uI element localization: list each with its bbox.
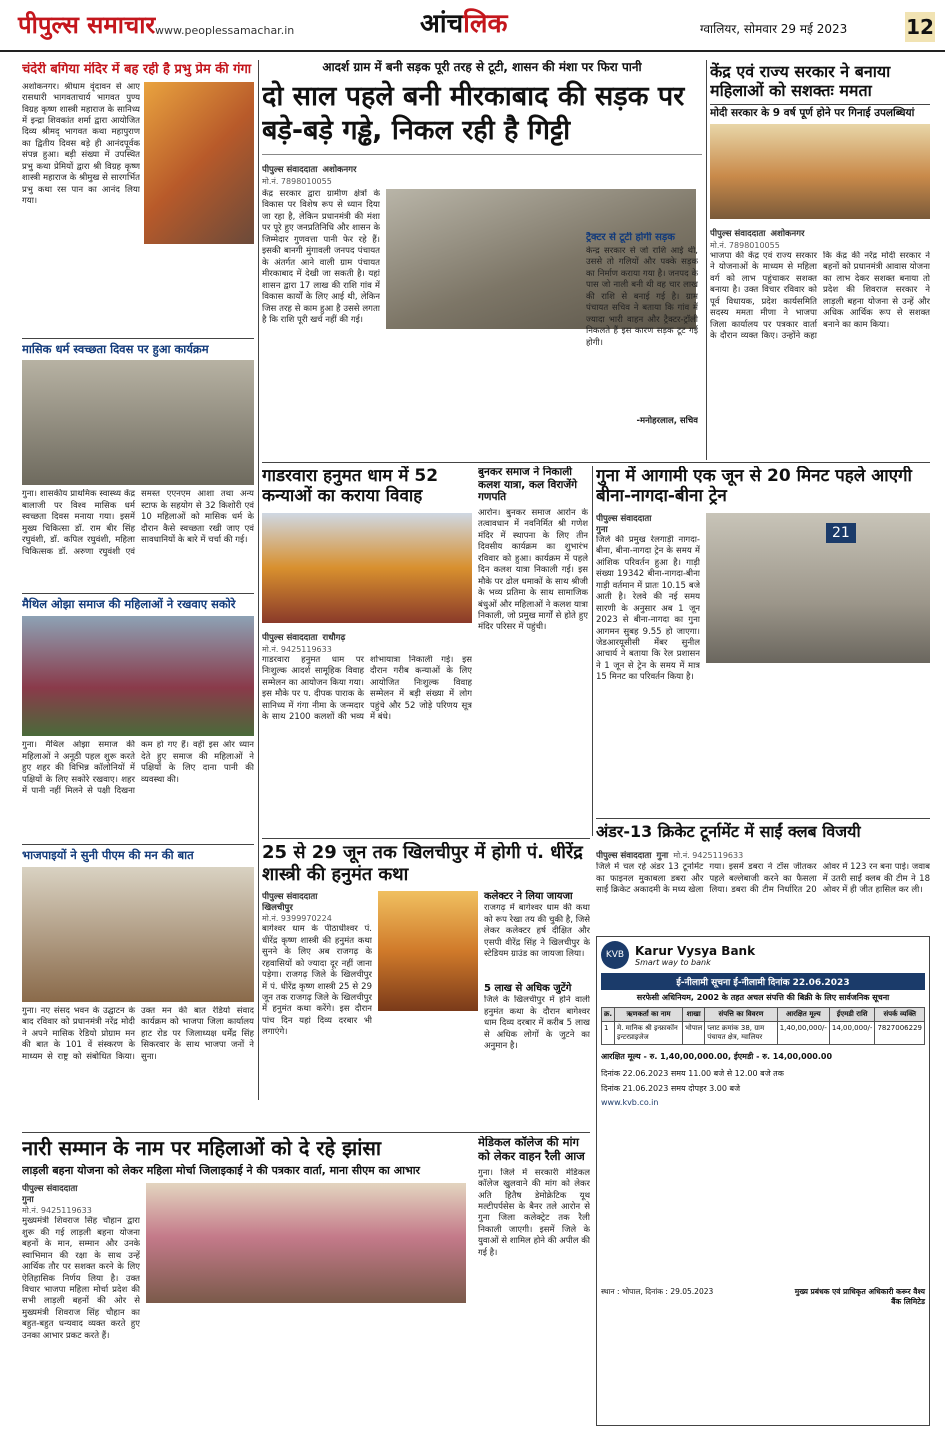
- right-top-story: [710, 62, 930, 457]
- table-cell: प्लाट क्रमांक 38, ग्राम पंचायत क्षेत्र, ग्वालियर: [705, 1022, 777, 1045]
- medical-headline: मेडिकल कॉलेज की मांग को लेकर वाहन रैली आज: [478, 1136, 585, 1163]
- lead-kicker: आदर्श ग्राम में बनी सड़क पूरी तरह से टूटी, शासन की मंशा पर फिरा पानी: [322, 60, 642, 74]
- ad-footer: स्थान : भोपाल, दिनांक : 29.05.2023: [601, 1287, 714, 1296]
- row-divider: [262, 838, 590, 839]
- wedding-byline: पीपुल्स संवाददाता: [262, 632, 318, 643]
- nari-place: गुना: [22, 1195, 34, 1206]
- auction-table-header: [602, 1008, 925, 1022]
- bank-logo-icon: KVB: [601, 941, 629, 969]
- cricket-byline: पीपुल्स संवाददाता: [596, 851, 652, 862]
- auction-time: दिनांक 22.06.2023 समय 11.00 बजे से 12.00 बजे तक: [601, 1069, 784, 1078]
- notice-subtitle: सरफेसी अधिनियम, 2002 के तहत अचल संपत्ति की बिक्री के लिए सार्वजनिक सूचना: [636, 993, 890, 1002]
- col-header: संपत्ति का विवरण: [705, 1008, 777, 1022]
- katha-headline: 25 से 29 जून तक खिलचीपुर में होगी पं. धीरेंद्र शास्त्री की हनुमंत कथा: [262, 842, 583, 885]
- katha-place: खिलचीपुर: [262, 903, 293, 914]
- platform-sign: 21: [826, 523, 856, 543]
- right-top-byline: पीपुल्स संवाददाता: [710, 228, 766, 239]
- story2-photo: [22, 360, 254, 485]
- right-top-place: अशोकनगर: [770, 228, 805, 239]
- dateline: ग्वालियर, सोमवार 29 मई 2023: [700, 22, 848, 36]
- bunkar-headline: बुनकर समाज ने निकाली कलश यात्रा, कल विराजेंगे गणपति: [478, 466, 578, 504]
- collector-headline: कलेक्टर ने लिया जायजा: [484, 891, 573, 903]
- col-header: आरक्षित मूल्य: [777, 1008, 829, 1022]
- tractor-signoff: -मनोहरलाल, सचिव: [636, 416, 698, 426]
- bunkar-story: [478, 466, 588, 836]
- wedding-place: राधौगढ़: [322, 632, 346, 643]
- bank-tagline: Smart way to bank: [635, 957, 711, 967]
- right-top-photo: [710, 124, 930, 219]
- right-top-subhead: मोदी सरकार के 9 वर्ष पूर्ण होने पर गिनाई उपलब्धियां: [710, 104, 930, 120]
- nari-text: मुख्यमंत्री शिवराज सिंह चौहान द्वारा शुरू की गई लाड़ली बहना योजना बहनों के मान, सम्मान और उनके स्वाभिमान की रक्षा के साथ उन्हें आर्थिक तौर पर सशक्त करने के लिए ऐतिहासिक निर्णय लिया है। उक्त विचार भाजपा महिला मोर्चा प्रदेश की सभी लाड़ली बहनों की ओर से मुख्यमंत्री शिवराज सिंह चौहान का बहुत-बहुत धन्यवाद व्यक्त करते हुए उनका आभार प्रकट करते हैं।: [22, 1216, 140, 1341]
- cricket-headline: अंडर-13 क्रिकेट टूर्नामेंट में साईं क्लब विजयी: [596, 822, 861, 841]
- tractor-text: केन्द्र सरकार से जो राशि आई थी, उससे तो गलियों और पक्के सड़क का निर्माण कराया गया है। जनपद के पास जो नाली बनी थी वह चार लाख की राशि से बनाई गई है। ग्राम पंचायत सचिव ने बताया कि गांव में ज्यादा भारी वाहन और ट्रैक्टर-ट्रॉली निकलते हैं इस कारण सड़क टूट गई होगी।: [586, 246, 698, 348]
- divider: [22, 593, 254, 594]
- nari-mobile: मो.नं. 9425119633: [22, 1206, 92, 1216]
- col-header: शाखा: [683, 1008, 705, 1022]
- notice-title: ई-नीलामी सूचना ई-नीलामी दिनांक 22.06.2023: [601, 973, 925, 990]
- nari-story: [22, 1136, 472, 1436]
- inspection-time: दिनांक 21.06.2023 समय दोपहर 3.00 बजे: [601, 1084, 741, 1093]
- column-divider: [592, 466, 593, 836]
- right-top-text: भाजपा की केंद्र एवं राज्य सरकार ने योजनाओं के माध्यम से महिला वर्ग को लाभ पहुंचाकर सशक्त बनाया है। उक्त विचार रविवार को पूर्व विधायक, प्रदेश कार्यसमिति सदस्य ममता मीणा ने भाजपा जिला कार्यालय पर पत्रकार वार्ता के दौरान व्यक्त किए। उन्होंने कहा कि केंद्र की नरेंद्र मोदी सरकार ने बहनों को प्रधानमंत्री आवास योजना का लाभ देकर सशक्त बनाया तो प्रदेश की शिवराज सरकार ने लाड़ली बहना योजना से उन्हें और अधिक आर्थिक रूप से सशक्त बनाने का काम किया।: [710, 250, 930, 342]
- row-divider: [262, 462, 930, 463]
- website-url[interactable]: www.peoplessamachar.in: [155, 24, 295, 37]
- bunkar-text: आरोन। बुनकर समाज आरोन के तत्वावधान में नवनिर्मित श्री गणेश मंदिर में स्थापना के लिए तीन दिवसीय कार्यक्रम का शुभारंभ रविवार को हुआ। कार्यक्रम में पहले दिन कलश यात्रा निकाली गई। इस मौके पर ढोल धमाकों के साथ श्रीजी के भव्य प्रतिमा के साथ सामाजिक बंधुओं और महिलाओं ने कलश यात्रा निकाली, जो प्रमुख मार्गों से होते हुए मंदिर परिसर में पहुंची।: [478, 507, 588, 633]
- nari-photo: [146, 1183, 466, 1303]
- lead-text: केंद्र सरकार द्वारा ग्रामीण क्षेत्रों के विकास पर विशेष रूप से ध्यान दिया जा रहा है, लेकिन प्रधानमंत्री की मंशा पर पूरे हुए जनप्रतिनिधि और शासन के जिम्मेदार गुणवत्ता पानी फेर रहे हैं। इसकी बानगी मुंगावली जनपद पंचायत के अंतर्गत आने वाली ग्राम पंचायत मीरकाबाद में देखी जा सकती है। यहां शासन द्वारा 17 लाख की राशि गांव में विकास कार्यों के लिए आई थी, लेकिन जिस तरह से काम हुआ है उससे लगता है कि राशि पूरी खर्च नहीं की गई।: [262, 188, 380, 326]
- column-divider: [706, 60, 707, 460]
- story3-headline: मैथिल ओझा समाज की महिलाओं ने रखवाए सकोरे: [22, 597, 236, 612]
- train-story: [596, 466, 930, 816]
- col-header: संपर्क व्यक्ति: [875, 1008, 925, 1022]
- katha-story: [262, 842, 590, 1132]
- wedding-photo: [262, 513, 472, 623]
- wedding-story: [262, 466, 472, 836]
- divider: [22, 844, 254, 845]
- divider: [22, 338, 254, 339]
- table-cell: 14,00,000/-: [829, 1022, 875, 1045]
- ad-officer: मुख्य प्रबंधक एवं प्राधिकृत अधिकारी करूर वैश्य बैंक लिमिटेड: [794, 1287, 925, 1306]
- story3-text: गुना। मैथिल ओझा समाज की महिलाओं ने अनूठी पहल शुरू करते हुए शहर की विभिन्न कॉलोनियों में पक्षियों के लिए सकोरे रखवाए। शहर में पानी नहीं मिलने से पक्षी दिखना कम हो गए हैं। वहीं इस ओर ध्यान देते हुए समाज की महिलाओं ने पक्षियों के लिए दाना पानी की व्यवस्था की।: [22, 740, 254, 797]
- left-column: [22, 62, 254, 1102]
- newspaper-brand: [18, 8, 155, 41]
- crowd-text: जिले के खिलचीपुर में होने वाली हनुमंत कथा के दौरान बागेश्वर धाम दिव्य दरबार में करीब 5 लाख से अधिक लोगों के जुटने का अनुमान है।: [484, 995, 590, 1052]
- train-photo: [706, 513, 930, 663]
- table-cell: भोपाल: [683, 1022, 705, 1045]
- wedding-text: गाडरवारा हनुमत धाम पर निःशुल्क आदर्श सामूहिक विवाह सम्मेलन का आयोजन किया गया। इस मौके पर प. दीपक पाराक के सानिध्य में गंगा नीमा के जन्मदार के साथ 2100 कलशों की भव्य शोभायात्रा निकाली गई। इस दौरान गरीब कन्याओं के लिए आयोजित निःशुल्क विवाह सम्मेलन में बड़ी संख्या में लोग पहुंचे और 52 जोड़े परिणय सूत्र में बंधे।: [262, 654, 472, 723]
- katha-photo: [378, 891, 478, 1011]
- katha-text: बागेश्वर धाम के पीठाधीश्वर पं. धीरेंद्र कृष्ण शास्त्री की हनुमंत कथा सुनने के लिए अब राजगढ़ के रहवासियों को ज्यादा दूर नहीं जाना पड़ेगा। राजगढ़ जिले के खिलचीपुर में पं. धीरेंद्र कृष्ण शास्त्री 25 से 29 जून तक राजगढ़ जिले के खिलचीपुर में हनुमंत कथा करेंगे। इस दौरान पांच दिन यहां दिव्य दरबार भी लगाएंगे।: [262, 924, 372, 1038]
- tractor-box: [586, 232, 698, 442]
- train-text: जिले की प्रमुख रेलगाड़ी नागदा-बीना, बीना-नागदा ट्रेन के समय में आंशिक परिवर्तन हुआ है। गाड़ी संख्या 19342 बीना-नागदा-बीना गाड़ी वर्तमान में प्रातः 10.15 बजे आती है। रेलवे की नई समय सारणी के अनुसार अब 1 जून 2023 से बीना-नागदा का गुना आगमन सुबह 9.55 हो जाएगा। जेडआरयूसीसी मेंबर सुनील आचार्य ने बताया कि रेल प्रशासन ने 1 जून से ट्रेन के समय में मात्र 15 मिनट का परिवर्तन किया है।: [596, 534, 700, 683]
- page-number: 12: [905, 12, 935, 42]
- lead-mobile: मो.नं. 7898010055: [262, 176, 332, 186]
- cricket-story: [596, 822, 930, 932]
- nari-byline: पीपुल्स संवाददाता: [22, 1184, 78, 1195]
- table-cell: 1: [602, 1022, 615, 1045]
- story4-text: गुना। नए संसद भवन के उद्घाटन के बाद रविवार को प्रधानमंत्री नरेंद्र मोदी ने अपने मासिक रेडियो प्रोग्राम मन की बात के 101 वें संस्करण के माध्यम से राष्ट्र को संबोधित किया। उक्त मन की बात रेडियो संवाद कार्यक्रम को भाजपा जिला कार्यालय हाट रोड पर जिलाध्यक्ष धर्मेंद्र सिंह सिकरवार के साथ भाजपा जनों ने सुना।: [22, 1005, 254, 1062]
- train-place: गुना: [596, 524, 608, 535]
- katha-byline: पीपुल्स संवाददाता: [262, 892, 318, 903]
- lead-place: अशोकनगर: [322, 164, 357, 175]
- lead-byline: पीपुल्स संवाददाता: [262, 164, 318, 175]
- section-prefix: आंच: [420, 9, 464, 39]
- collector-text: राजगढ़ में बागेश्वर धाम की कथा को रूप रेखा तय की चुकी है, जिसे लेकर कलेक्टर हर्ष दीक्षित और एसपी वीरेंद्र सिंह ने खिलचीपुर के स्टेडियम ग्राउंड का जायजा लिया।: [484, 903, 590, 960]
- section-title: [420, 4, 507, 40]
- brand-title: पीपुल्स समाचार: [18, 10, 156, 39]
- row-divider: [596, 818, 930, 819]
- story1-headline: चंदेरी बगिया मंदिर में बह रही है प्रभु प्रेम की गंगा: [22, 62, 252, 77]
- reserve-price: आरक्षित मूल्य - रु. 1,40,00,000.00, ईएमडी - रु. 14,00,000.00: [601, 1052, 833, 1061]
- bank-name: Karur Vysya Bank: [635, 943, 756, 958]
- wedding-headline: गाडरवारा हनुमत धाम में 52 कन्याओं का कराया विवाह: [262, 466, 439, 507]
- story2-text: गुना। शासकीय प्राथमिक स्वास्थ्य केंद्र बालाजी पर विश्व मासिक धर्म स्वच्छता दिवस मनाया गया। इसमें मुख्य चिकित्सा डॉ. राम बीर सिंह रघुवंशी, डॉ. कपिल रघुवंशी, महिला चिकित्सक डॉ. अरुणा रघुवंशी एवं समस्त एएनएम आशा तथा अन्य स्टाफ के सहयोग से 32 किशोरी एवं 10 महिलाओं को मासिक धर्म के दौरान कैसे स्वच्छता रखी जाए एवं सावधानियों के बारे में चर्चा की गई।: [22, 489, 254, 557]
- story2-headline: मासिक धर्म स्वच्छता दिवस पर हुआ कार्यक्रम: [22, 341, 209, 356]
- story4-headline: भाजपाइयों ने सुनी पीएम की मन की बात: [22, 848, 194, 863]
- right-top-mobile: मो.नं. 7898010055: [710, 240, 780, 250]
- train-byline: पीपुल्स संवाददाता: [596, 513, 652, 524]
- col-header: ऋणकर्ता का नाम: [615, 1008, 683, 1022]
- tractor-headline: ट्रैक्टर से टूटी होगी सड़क: [586, 232, 675, 243]
- masthead: [0, 0, 945, 52]
- story3-photo: [22, 616, 254, 736]
- cricket-text: जिले में चल रहे अंडर 13 टूर्नामेंट का फाइनल मुकाबला डबरा और साईं क्रिकेट अकादमी के मध्य खेला गया। इसमें डबरा ने टॉस जीतकर पहले बल्लेबाजी करने का फैसला लिया। डबरा की टीम निर्धारित 20 ओवर में 123 रन बना पाई। जवाब में उतरी साईं क्लब की टीम ने 18 ओवर में ही जीत हासिल कर ली।: [596, 862, 930, 896]
- bank-auction-ad: [596, 936, 930, 1426]
- train-headline: गुना में आगामी एक जून से 20 मिनट पहले आएगी बीना-नागदा-बीना ट्रेन: [596, 466, 912, 507]
- katha-mobile: मो.नं. 9399970224: [262, 914, 332, 924]
- col-header: क्र.: [602, 1008, 615, 1022]
- story4-photo: [22, 867, 254, 1002]
- nari-subhead: लाड़ली बहना योजना को लेकर महिला मोर्चा जिलाइकाई ने की पत्रकार वार्ता, माना सीएम का आभार: [22, 1164, 421, 1177]
- crowd-headline: 5 लाख से अधिक जुटेंगे: [484, 983, 572, 995]
- bank-website[interactable]: www.kvb.co.in: [601, 1098, 659, 1107]
- cricket-place: गुना: [656, 851, 669, 862]
- medical-story: [478, 1136, 590, 1436]
- wedding-mobile: मो.नं. 9425119633: [262, 644, 332, 654]
- row-divider: [22, 1132, 590, 1133]
- table-cell: 1,40,00,000/-: [777, 1022, 829, 1045]
- table-row: [602, 1022, 925, 1045]
- medical-text: गुना। जिले में सरकारी मेडिकल कॉलेज खुलवाने की मांग को लेकर अति हितैष डेमोक्रेटिक यूथ मल्टीपर्पसेस के बैनर तले आरोन से गुना जिला कलेक्ट्रेट तक रैली निकाली जाएगी। इसमें जिले के युवाओं से शामिल होने की अपील की गई है।: [478, 1167, 590, 1258]
- auction-table: [601, 1007, 925, 1045]
- lead-headline: दो साल पहले बनी मीरकाबाद की सड़क पर बड़े-बड़े गड्ढे, निकल रही है गिट्टी: [262, 81, 685, 147]
- column-divider: [258, 60, 259, 1100]
- section-suffix: लिक: [463, 9, 508, 39]
- cricket-mobile: मो.नं. 9425119633: [673, 851, 744, 861]
- table-cell: मे. मानिक श्री इन्फ्राकॉन इन्टरप्राइजेज: [615, 1022, 683, 1045]
- col-header: ईएमडी राशि: [829, 1008, 875, 1022]
- story1-text: अशोकनगर। श्रीधाम वृंदावन से आए रासधारी भागवताचार्य भागवत पुण्य विग्रह कृष्ण शास्त्री महाराज के सानिध्य में इन्द्रा शिवकांत शर्मा द्वारा आयोजित दिव्य श्रीमद् भागवत कथा महापुराण का द्वितीय दिवस बड़े ही आनंदपूर्वक संपन्न हुआ। बड़ी संख्या में उपस्थित प्रभु कथा प्रेमियों द्वारा श्री विग्रह कृष्ण शास्त्री महाराज के श्रीमुख से सारगर्भित प्रभु कथा रस पान का आनंद लिया गया।: [22, 81, 140, 207]
- right-top-headline: केंद्र एवं राज्य सरकार ने बनाया महिलाओं को सशक्तः ममता: [710, 62, 891, 101]
- story1-photo: [144, 82, 254, 244]
- table-cell: 7827006229: [875, 1022, 925, 1045]
- nari-headline: नारी सम्मान के नाम पर महिलाओं को दे रहे झांसा: [22, 1136, 382, 1160]
